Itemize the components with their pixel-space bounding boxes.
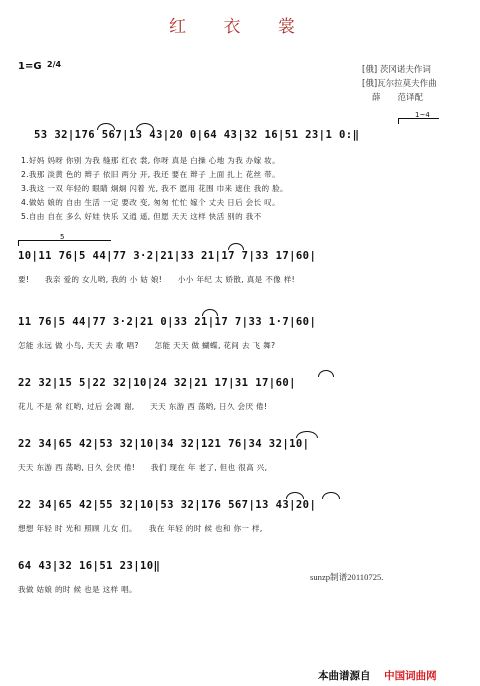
slur-mark xyxy=(322,492,340,499)
notes-line-7: 64 43|32 16|51 23|10‖ xyxy=(18,560,161,572)
slur-mark xyxy=(318,370,334,377)
slur-mark xyxy=(136,123,154,130)
lyrics-line-1-verse-4: 4.做姑 娘的 自由 生活 一定 要改 变, 匆匆 忙忙 嫁个 丈夫 日后 会长 叹。 xyxy=(21,198,280,207)
notes-line-5: 22 34|65 42|53 32|10|34 32|121 76|34 32|10| xyxy=(18,438,310,450)
transcriber-signature: sunzp制谱20110725. xyxy=(310,572,384,582)
translator-credit: 薛 范译配 xyxy=(372,93,424,103)
notes-line-1: 53 32|176 567|13 43|20 0|64 43|32 16|51 23|1 0:‖ xyxy=(34,129,360,141)
lyrics-line-1-verse-1: 1.好妈 妈呀 你别 为我 缝那 红衣 裳, 你呀 真是 白操 心地 为我 办嫁 妆。 xyxy=(21,156,280,165)
slur-mark xyxy=(97,123,115,130)
footer-site-name: 中国词曲网 xyxy=(384,670,437,682)
lyrics-line-1-verse-2: 2.我那 淡黄 色的 辫子 依旧 两分 开, 我还 要在 辫子 上面 扎上 花丝 带。 xyxy=(21,170,280,179)
lyrics-line-1-verse-3: 3.我这 一双 年轻的 眼睛 炯炯 闪着 光, 我不 愿用 花围 巾来 遮住 我的 脸。 xyxy=(21,184,288,193)
key-label: 1=G xyxy=(18,61,42,72)
composer-credit: [俄]瓦尔拉莫夫作曲 xyxy=(362,79,437,89)
notes-line-2: 10|11 76|5 44|77 3·2|21|33 21|17 7|33 17|60| xyxy=(18,250,317,262)
slur-mark xyxy=(296,431,318,438)
slur-mark xyxy=(286,492,304,499)
volta-bracket-2 xyxy=(18,240,111,246)
song-title: 红 衣 裳 xyxy=(169,17,311,37)
key-signature xyxy=(18,60,61,72)
lyricist-credit: [俄] 茨冈诺夫作词 xyxy=(362,65,431,75)
notes-line-3: 11 76|5 44|77 3·2|21 0|33 21|17 7|33 1·7|60| xyxy=(18,316,317,328)
footer-source-text: 本曲谱源自 xyxy=(318,670,371,682)
slur-mark xyxy=(202,309,218,316)
lyrics-line-7: 我做 姑娘 的时 候 也是 这样 唱。 xyxy=(18,585,137,594)
source-footer xyxy=(318,668,437,683)
slur-mark xyxy=(228,243,244,250)
lyrics-line-2: 要! 我亲 爱的 女儿哟, 我的 小 姑 娘! 小小 年纪 太 娇散, 真是 不像 样! xyxy=(18,275,295,284)
lyrics-line-4: 花儿 不是 常 红哟, 过后 会凋 谢, 天天 东游 西 荡哟, 日久 会厌 倦! xyxy=(18,402,268,411)
lyrics-line-6: 想想 年轻 时 光和 照顾 儿女 们。 我在 年轻 的时 候 也和 你一 样, xyxy=(18,524,263,533)
lyrics-line-5: 天天 东游 西 荡哟, 日久 会厌 倦! 我们 现在 年 老了, 但也 很高 兴, xyxy=(18,463,268,472)
volta-label-2: 5 xyxy=(60,233,65,241)
notes-line-6: 22 34|65 42|55 32|10|53 32|176 567|13 43|20| xyxy=(18,499,317,511)
lyrics-line-1-verse-5: 5.自由 自在 多么 好娃 快乐 又逍 遥, 但愿 天天 这样 快活 别的 我不 xyxy=(21,212,262,221)
lyrics-line-3: 怎能 永远 做 小鸟, 天天 去 歌 唱? 怎能 天天 做 蝴蝶, 花间 去 飞 舞? xyxy=(18,341,276,350)
time-signature: 2/4 xyxy=(47,60,62,69)
notes-line-4: 22 32|15 5|22 32|10|24 32|21 17|31 17|60| xyxy=(18,377,296,389)
volta-label-1: 1~4 xyxy=(415,111,430,119)
